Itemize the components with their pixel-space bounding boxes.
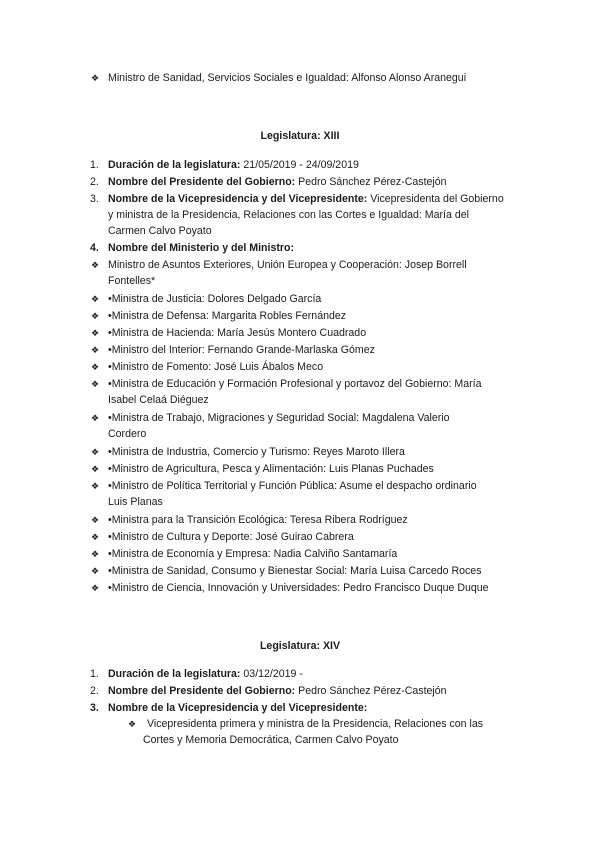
diamond-bullet-icon: ❖: [90, 311, 100, 321]
list-number: 2.: [90, 176, 99, 188]
list-item: Nombre de la Vicepresidencia y del Vicepresidente: Vicepresidenta del Gobierno: [108, 193, 504, 205]
list-number: 3.: [90, 702, 99, 714]
diamond-bullet-icon: ❖: [90, 583, 100, 593]
diamond-bullet-icon: ❖: [90, 73, 100, 83]
list-number: 4.: [90, 242, 99, 254]
diamond-bullet-icon: ❖: [90, 566, 100, 576]
diamond-bullet-icon: ❖: [90, 532, 100, 542]
list-item: Duración de la legislatura: 21/05/2019 - 24/09/2019: [108, 159, 359, 171]
diamond-bullet-icon: ❖: [90, 379, 100, 389]
list-item: •Ministra de Trabajo, Migraciones y Seguridad Social: Magdalena Valerio: [108, 412, 450, 424]
list-number: 1.: [90, 668, 99, 680]
list-number: 2.: [90, 685, 99, 697]
list-item: •Ministra de Sanidad, Consumo y Bienestar Social: María Luisa Carcedo Roces: [108, 565, 482, 577]
section-heading: Legislatura: XIII: [260, 130, 340, 142]
list-item: Ministro de Asuntos Exteriores, Unión Europea y Cooperación: Josep Borrell: [108, 259, 467, 271]
section-heading: Legislatura: XIV: [259, 640, 341, 652]
list-item: •Ministro de Cultura y Deporte: José Guirao Cabrera: [108, 531, 354, 543]
list-item-continuation: Luis Planas: [108, 496, 163, 508]
list-number: 1.: [90, 159, 99, 171]
list-item: Duración de la legislatura: 03/12/2019 -: [108, 668, 303, 680]
list-item: •Ministra de Economía y Empresa: Nadia Calviño Santamaría: [108, 548, 398, 560]
list-item-continuation: Isabel Celaá Diéguez: [108, 394, 209, 406]
list-item-continuation: Carmen Calvo Poyato: [108, 225, 212, 237]
list-item: •Ministro de Política Territorial y Función Pública: Asume el despacho ordinario: [108, 480, 477, 492]
list-item: Nombre del Ministerio y del Ministro:: [108, 242, 295, 254]
list-item: •Ministra de Defensa: Margarita Robles Fernández: [108, 310, 347, 322]
list-item: Ministro de Sanidad, Servicios Sociales e Igualdad: Alfonso Alonso Aranegui: [108, 72, 467, 84]
diamond-bullet-icon: ❖: [90, 294, 100, 304]
diamond-bullet-icon: ❖: [90, 345, 100, 355]
list-item-continuation: Cordero: [108, 428, 147, 440]
list-item: •Ministro de Fomento: José Luis Ábalos Meco: [108, 361, 324, 373]
list-item: •Ministra de Industria, Comercio y Turismo: Reyes Maroto Illera: [108, 446, 405, 458]
list-item-continuation: y ministra de la Presidencia, Relaciones con las Cortes e Igualdad: María del: [108, 209, 469, 221]
diamond-bullet-icon: ❖: [90, 464, 100, 474]
diamond-bullet-icon: ❖: [90, 328, 100, 338]
sub-list-item: Vicepresidenta primera y ministra de la Presidencia, Relaciones con las: [147, 718, 484, 730]
diamond-bullet-icon: ❖: [127, 719, 137, 729]
list-item: •Ministro de Agricultura, Pesca y Alimentación: Luis Planas Puchades: [108, 463, 434, 475]
diamond-bullet-icon: ❖: [90, 260, 100, 270]
list-item: •Ministro de Ciencia, Innovación y Universidades: Pedro Francisco Duque Duque: [108, 582, 489, 594]
list-item-continuation: Fontelles*: [108, 275, 156, 287]
diamond-bullet-icon: ❖: [90, 362, 100, 372]
diamond-bullet-icon: ❖: [90, 447, 100, 457]
diamond-bullet-icon: ❖: [90, 413, 100, 423]
list-item: Nombre de la Vicepresidencia y del Vicepresidente:: [108, 702, 368, 714]
diamond-bullet-icon: ❖: [90, 481, 100, 491]
list-item: Nombre del Presidente del Gobierno: Pedro Sánchez Pérez-Castejón: [108, 685, 447, 697]
list-item: •Ministra de Educación y Formación Profesional y portavoz del Gobierno: María: [108, 378, 482, 390]
list-item: •Ministra de Justicia: Dolores Delgado García: [108, 293, 322, 305]
list-number: 3.: [90, 193, 99, 205]
sub-list-item-continuation: Cortes y Memoria Democrática, Carmen Calvo Poyato: [143, 734, 399, 746]
diamond-bullet-icon: ❖: [90, 515, 100, 525]
list-item: •Ministro del Interior: Fernando Grande-Marlaska Gómez: [108, 344, 375, 356]
list-item: •Ministra para la Transición Ecológica: Teresa Ribera Rodríguez: [108, 514, 408, 526]
list-item: •Ministra de Hacienda: María Jesús Montero Cuadrado: [108, 327, 367, 339]
diamond-bullet-icon: ❖: [90, 549, 100, 559]
list-item: Nombre del Presidente del Gobierno: Pedro Sánchez Pérez-Castejón: [108, 176, 447, 188]
